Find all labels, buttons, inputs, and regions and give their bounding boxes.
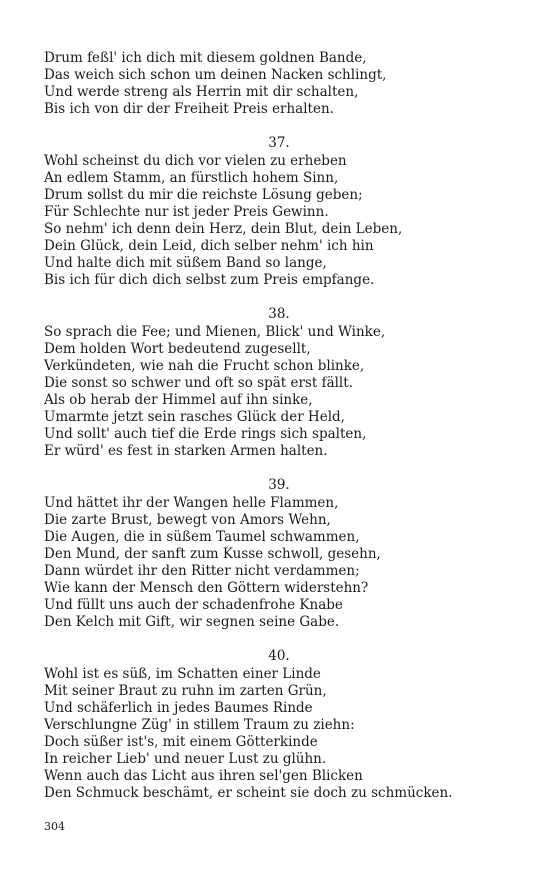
- verse-line: Den Kelch mit Gift, wir segnen seine Gabe.: [44, 614, 340, 630]
- verse-line: Für Schlechte nur ist jeder Preis Gewinn.: [44, 204, 329, 220]
- verse-line: Das weich sich schon um deinen Nacken schlingt,: [44, 67, 387, 83]
- verse-line: Den Schmuck beschämt, er scheint sie doch zu schmücken.: [44, 785, 453, 801]
- stanza-number: 37.: [268, 135, 290, 151]
- page-number: 304: [44, 820, 65, 833]
- stanza-39: [44, 477, 514, 631]
- verse-line: Die sonst so schwer und oft so spät erst fällt.: [44, 375, 353, 391]
- verse-line: So nehm' ich denn dein Herz, dein Blut, dein Leben,: [44, 221, 403, 237]
- verse-line: Er würd' es fest in starken Armen halten.: [44, 443, 328, 459]
- stanza-number: 39.: [268, 477, 290, 493]
- verse-line: In reicher Lieb' und neuer Lust zu glühn.: [44, 751, 327, 767]
- verse-line: Dein Glück, dein Leid, dich selber nehm' ich hin: [44, 238, 374, 254]
- verse-line: An edlem Stamm, an fürstlich hohem Sinn,: [44, 170, 339, 186]
- verse-line: Drum feßl' ich dich mit diesem goldnen Bande,: [44, 50, 367, 66]
- stanza-38: [44, 306, 514, 460]
- verse-line: Wenn auch das Licht aus ihren sel'gen Blicken: [44, 768, 363, 784]
- verse-line: Und schäferlich in jedes Baumes Rinde: [44, 700, 313, 716]
- verse-line: Dem holden Wort bedeutend zugesellt,: [44, 341, 311, 357]
- stanza-number: 40.: [268, 648, 290, 664]
- verse-line: Umarmte jetzt sein rasches Glück der Held,: [44, 409, 345, 425]
- verse-line: Wie kann der Mensch den Göttern widerstehn?: [44, 580, 369, 596]
- verse-line: So sprach die Fee; und Mienen, Blick' und Winke,: [44, 324, 386, 340]
- verse-line: Und halte dich mit süßem Band so lange,: [44, 255, 327, 271]
- stanza-36-continuation: [44, 50, 514, 118]
- verse-line: Und sollt' auch tief die Erde rings sich spalten,: [44, 426, 367, 442]
- verse-line: Bis ich für dich dich selbst zum Preis empfange.: [44, 272, 375, 288]
- stanza-number: 38.: [268, 306, 290, 322]
- poem-page: [44, 50, 514, 802]
- verse-line: Drum sollst du mir die reichste Lösung geben;: [44, 187, 363, 203]
- verse-line: Wohl scheinst du dich vor vielen zu erheben: [44, 153, 347, 169]
- stanza-37: [44, 135, 514, 289]
- verse-line: Bis ich von dir der Freiheit Preis erhalten.: [44, 101, 334, 117]
- verse-line: Verkündeten, wie nah die Frucht schon blinke,: [44, 358, 365, 374]
- stanza-40: [44, 648, 514, 802]
- verse-line: Verschlungne Züg' in stillem Traum zu ziehn:: [44, 717, 355, 733]
- verse-line: Den Mund, der sanft zum Kusse schwoll, gesehn,: [44, 546, 381, 562]
- verse-line: Und werde streng als Herrin mit dir schalten,: [44, 84, 359, 100]
- verse-line: Wohl ist es süß, im Schatten einer Linde: [44, 666, 321, 682]
- verse-line: Dann würdet ihr den Ritter nicht verdammen;: [44, 563, 360, 579]
- verse-line: Doch süßer ist's, mit einem Götterkinde: [44, 734, 318, 750]
- verse-line: Als ob herab der Himmel auf ihn sinke,: [44, 392, 313, 408]
- verse-line: Und füllt uns auch der schadenfrohe Knabe: [44, 597, 343, 613]
- verse-line: Und hättet ihr der Wangen helle Flammen,: [44, 495, 339, 511]
- verse-line: Mit seiner Braut zu ruhn im zarten Grün,: [44, 683, 327, 699]
- verse-line: Die Augen, die in süßem Taumel schwammen,: [44, 529, 360, 545]
- verse-line: Die zarte Brust, bewegt von Amors Wehn,: [44, 512, 331, 528]
